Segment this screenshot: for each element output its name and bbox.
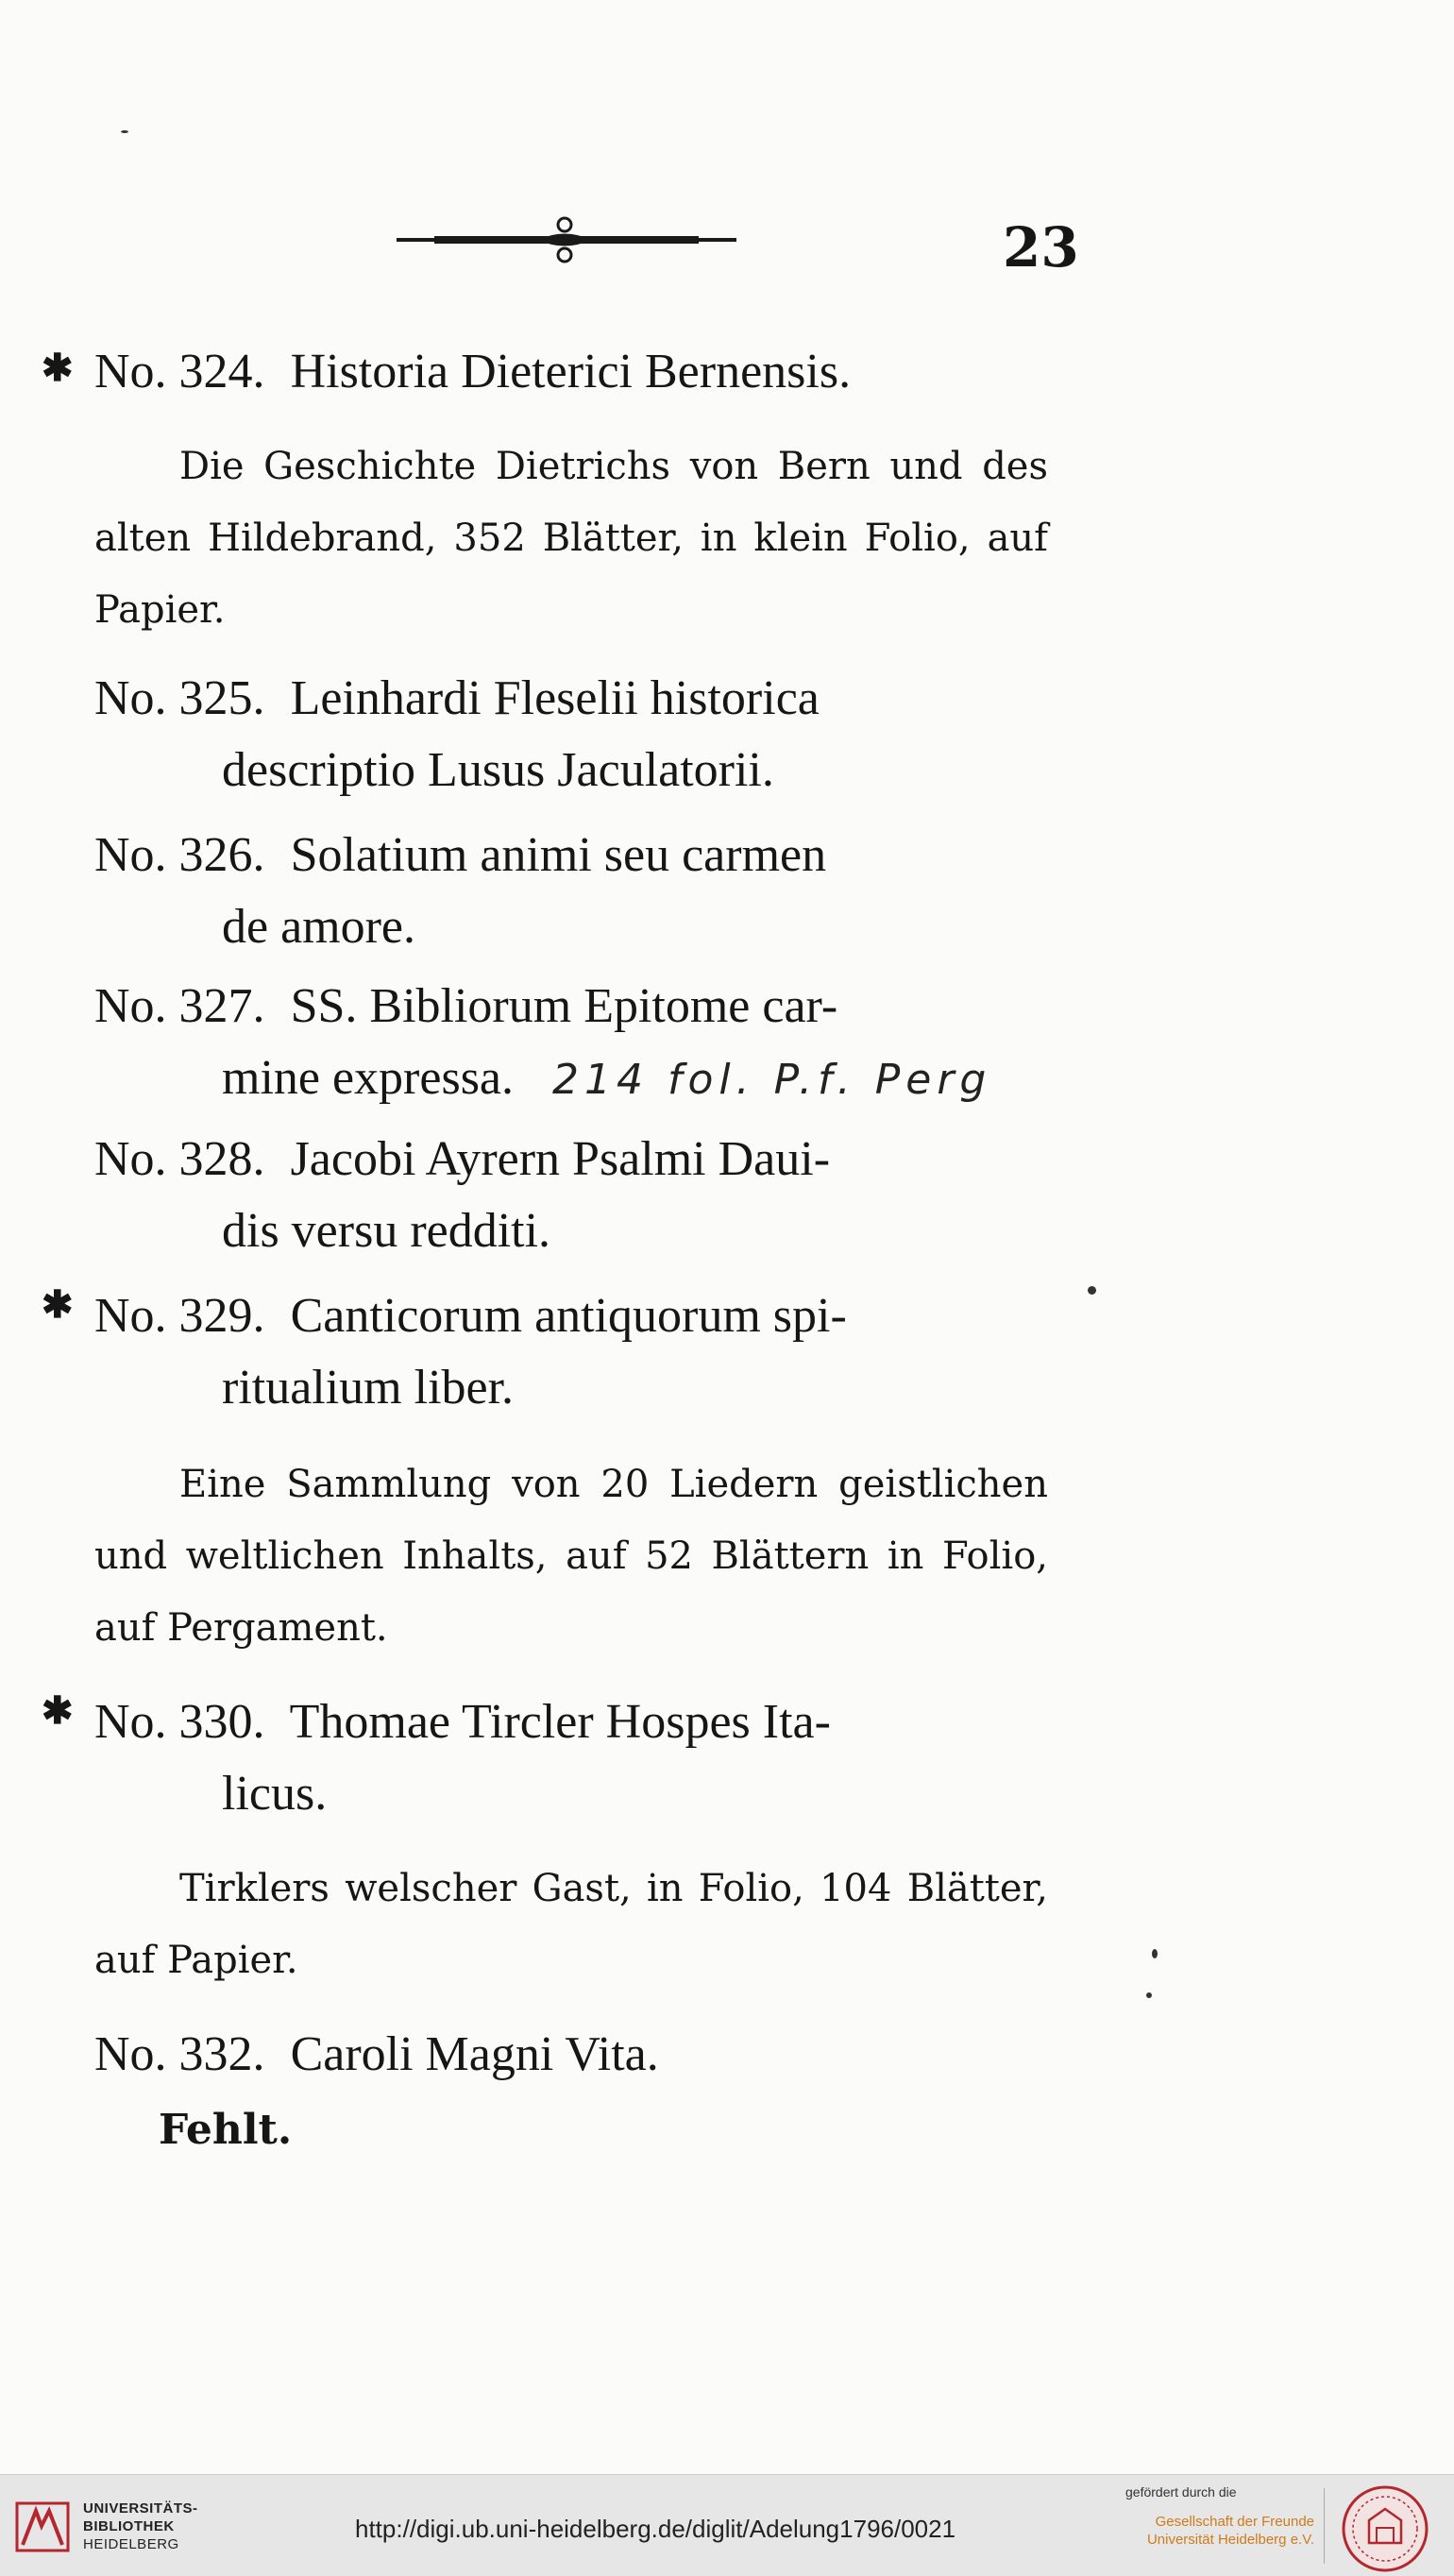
ornament-rule (397, 212, 736, 269)
entry-title: Thomae Tircler Hospes Ita- (289, 1695, 831, 1749)
sponsor-block (1125, 2484, 1314, 2549)
entry-324 (94, 336, 1057, 408)
entry-332 (94, 2019, 1057, 2091)
entry-329-description: Eine Sammlung von 20 Liedern geistlichen und weltlichen Inhalts, auf 52 Blättern in Folio, auf Pergament. (94, 1463, 1048, 1650)
entry-327 (94, 971, 1057, 1116)
scan-speck (1088, 1286, 1096, 1295)
university-seal-icon (1341, 2484, 1429, 2573)
library-name-line: BIBLIOTHEK (83, 2518, 175, 2534)
entry-329 (94, 1280, 1057, 1424)
entry-number: No. 330. (94, 1695, 265, 1749)
entry-title-continuation: dis versu redditi. (222, 1204, 551, 1258)
entry-number: No. 328. (94, 1132, 265, 1186)
star-marker: ✱ (42, 1282, 74, 1327)
entry-325 (94, 663, 1057, 806)
scan-speck (121, 130, 128, 133)
entry-title-continuation: descriptio Lusus Jaculatorii. (222, 743, 774, 797)
entry-title-continuation: mine expressa. (222, 1051, 515, 1105)
entry-number: No. 332. (94, 2027, 265, 2081)
star-marker: ✱ (42, 346, 74, 390)
star-marker: ✱ (42, 1688, 74, 1733)
library-logo-icon (13, 2498, 72, 2556)
entry-title-continuation: licus. (222, 1767, 328, 1821)
sponsor-name-line: Gesellschaft der Freunde (1155, 2514, 1314, 2530)
entry-330 (94, 1686, 1057, 1830)
entry-title: Jacobi Ayrern Psalmi Daui- (290, 1132, 831, 1186)
sponsor-label: gefördert durch die (1125, 2484, 1237, 2500)
entry-number: No. 329. (94, 1289, 265, 1343)
scan-speck (1152, 1949, 1158, 1958)
entry-title: Historia Dieterici Bernensis. (290, 345, 852, 398)
entry-title: Leinhardi Fleselii historica (290, 671, 820, 725)
handwritten-note: 214 fol. P.f. Perg (552, 1056, 992, 1104)
entry-title-continuation: de amore. (222, 900, 416, 954)
entry-330-description: Tirklers welscher Gast, in Folio, 104 Blätter, auf Papier. (94, 1867, 1048, 1982)
entry-324-description: Die Geschichte Dietrichs von Bern und des alten Hildebrand, 352 Blätter, in klein Folio, auf Papier. (94, 445, 1048, 632)
library-name-line: HEIDELBERG (83, 2536, 179, 2552)
page-number: 23 (1003, 215, 1079, 280)
entry-title: Solatium animi seu carmen (290, 828, 827, 882)
entry-title: SS. Bibliorum Epitome car- (290, 979, 838, 1033)
library-name (83, 2500, 198, 2553)
entry-title: Caroli Magni Vita. (290, 2027, 659, 2081)
entry-328 (94, 1124, 1057, 1267)
footer-divider (1324, 2488, 1325, 2564)
sponsor-name-line: Universität Heidelberg e.V. (1146, 2532, 1314, 2548)
library-name-line: UNIVERSITÄTS- (83, 2500, 198, 2517)
scan-speck (1146, 1992, 1152, 1998)
entry-number: No. 324. (94, 345, 265, 398)
entry-title-continuation: ritualium liber. (222, 1361, 515, 1415)
entry-number: No. 326. (94, 828, 265, 882)
document-url[interactable]: http://digi.ub.uni-heidelberg.de/diglit/Adelung1796/0021 (355, 2515, 956, 2543)
entry-number: No. 325. (94, 671, 265, 725)
entry-326 (94, 820, 1057, 963)
footer-bar (0, 2474, 1454, 2576)
entry-332-note: Fehlt. (159, 2106, 293, 2154)
entry-title: Canticorum antiquorum spi- (290, 1289, 847, 1343)
entry-number: No. 327. (94, 979, 265, 1033)
